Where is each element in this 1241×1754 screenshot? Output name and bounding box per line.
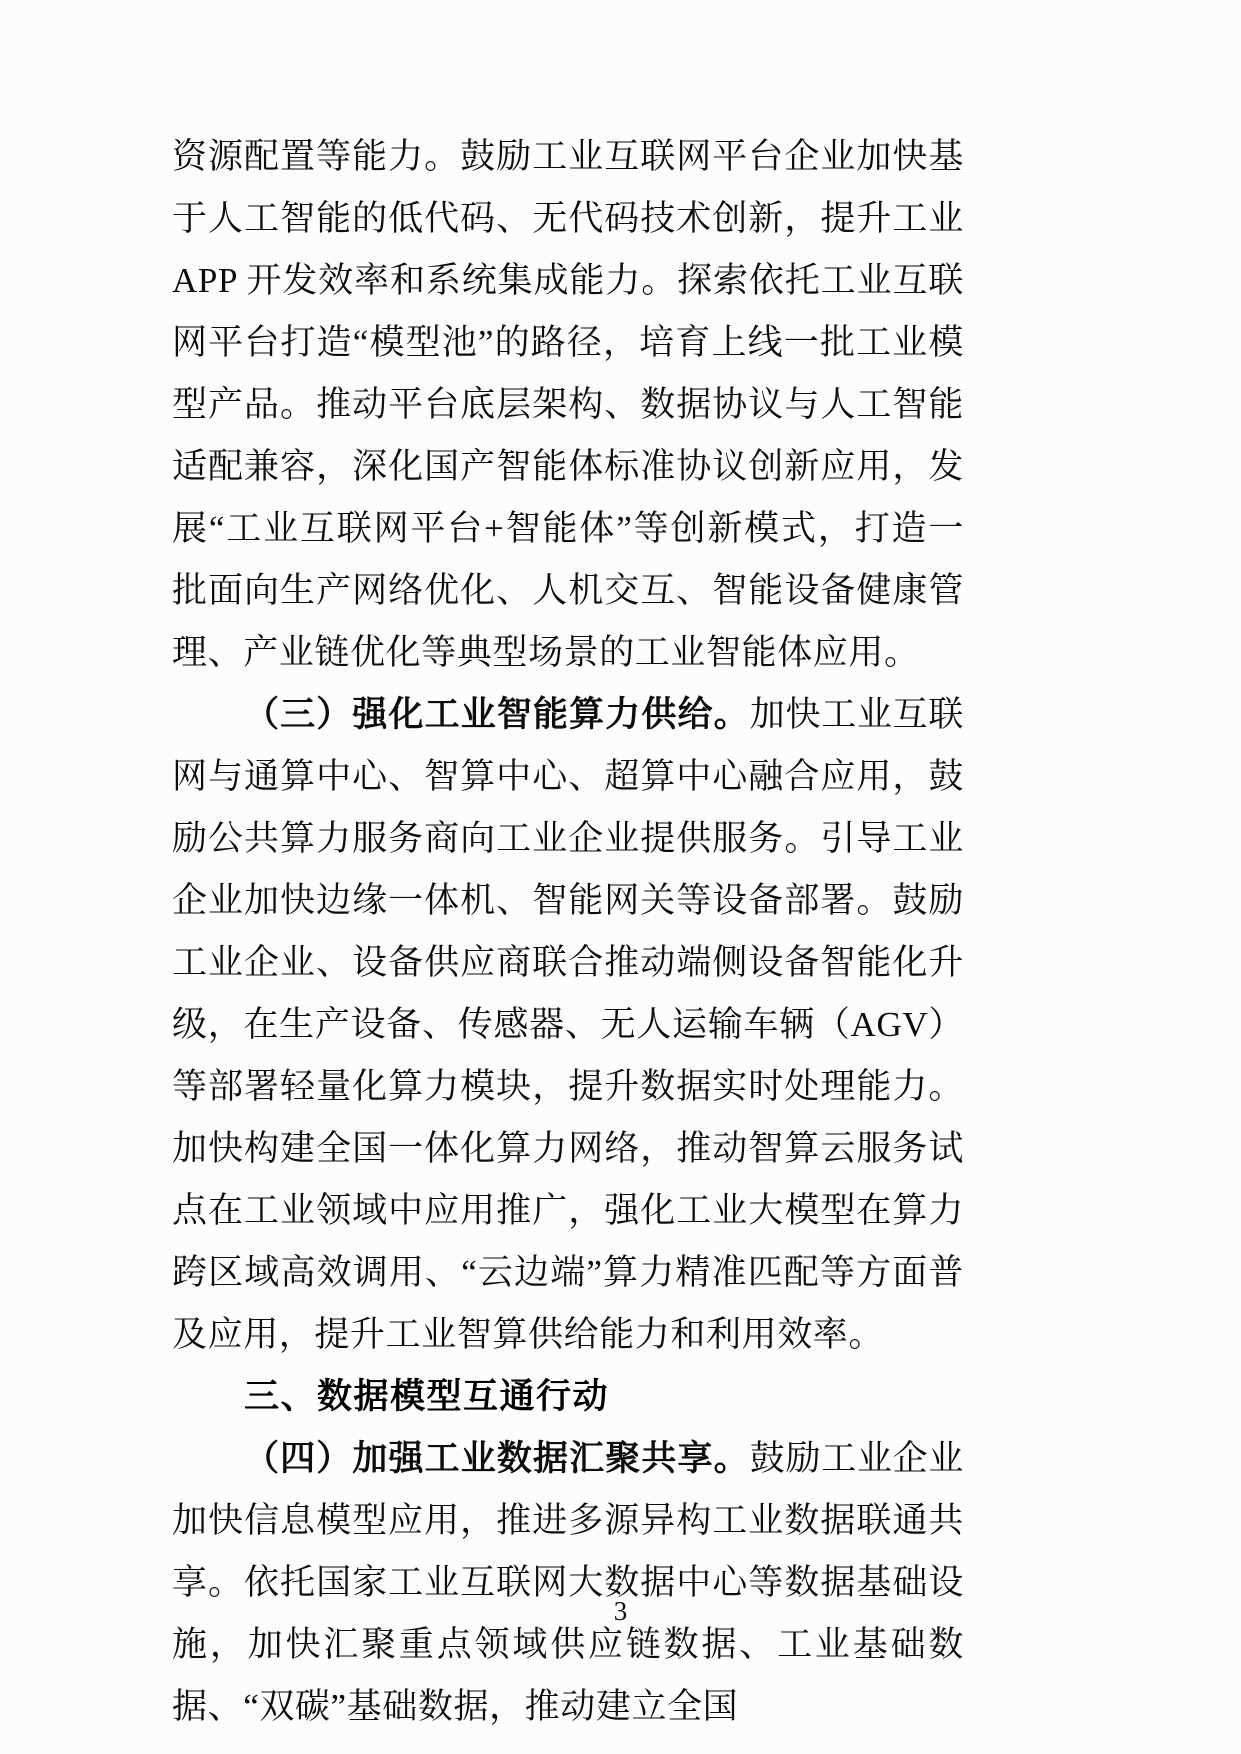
- paragraph-continued: 资源配置等能力。鼓励工业互联网平台企业加快基于人工智能的低代码、无代码技术创新，提升工业 APP 开发效率和系统集成能力。探索依托工业互联网平台打造“模型池”的路径，培育上线一批工业模型产品。推动平台底层架构、数据协议与人工智能适配兼容，深化国产智能体标准协议创新应用，发展“工业互联网平台+智能体”等创新模式，打造一批面向生产网络优化、人机交互、智能设备健康管理、产业链优化等典型场景的工业智能体应用。: [172, 137, 964, 672]
- section-four-body-text: 鼓励工业企业加快信息模型应用，推进多源异构工业数据联通共享。依托国家工业互联网大数据中心等数据基础设施，加快汇聚重点领域供应链数据、工业基础数据、“双碳”基础数据，推动建立全国: [172, 1439, 964, 1726]
- section-three-body-text: 加快工业互联网与通算中心、智算中心、超算中心融合应用，鼓励公共算力服务商向工业企业提供服务。引导工业企业加快边缘一体机、智能网关等设备部署。鼓励工业企业、设备供应商联合推动端侧设备智能化升级，在生产设备、传感器、无人运输车辆（AGV）等部署轻量化算力模块，提升数据实时处理能力。加快构建全国一体化算力网络，推动智算云服务试点在工业领域中应用推广，强化工业大模型在算力跨区域高效调用、“云边端”算力精准匹配等方面普及应用，提升工业智算供给能力和利用效率。: [172, 695, 964, 1354]
- section-three-lead-label: （三）强化工业智能算力供给。: [244, 695, 750, 735]
- page-content: [172, 126, 964, 1738]
- section-four-paragraph: [172, 1428, 964, 1738]
- page-number: 3: [613, 1596, 628, 1626]
- section-four-lead-label: （四）加强工业数据汇聚共享。: [244, 1439, 750, 1479]
- section-three-paragraph: [172, 684, 964, 1366]
- chapter-heading-three: 三、数据模型互通行动: [244, 1377, 610, 1417]
